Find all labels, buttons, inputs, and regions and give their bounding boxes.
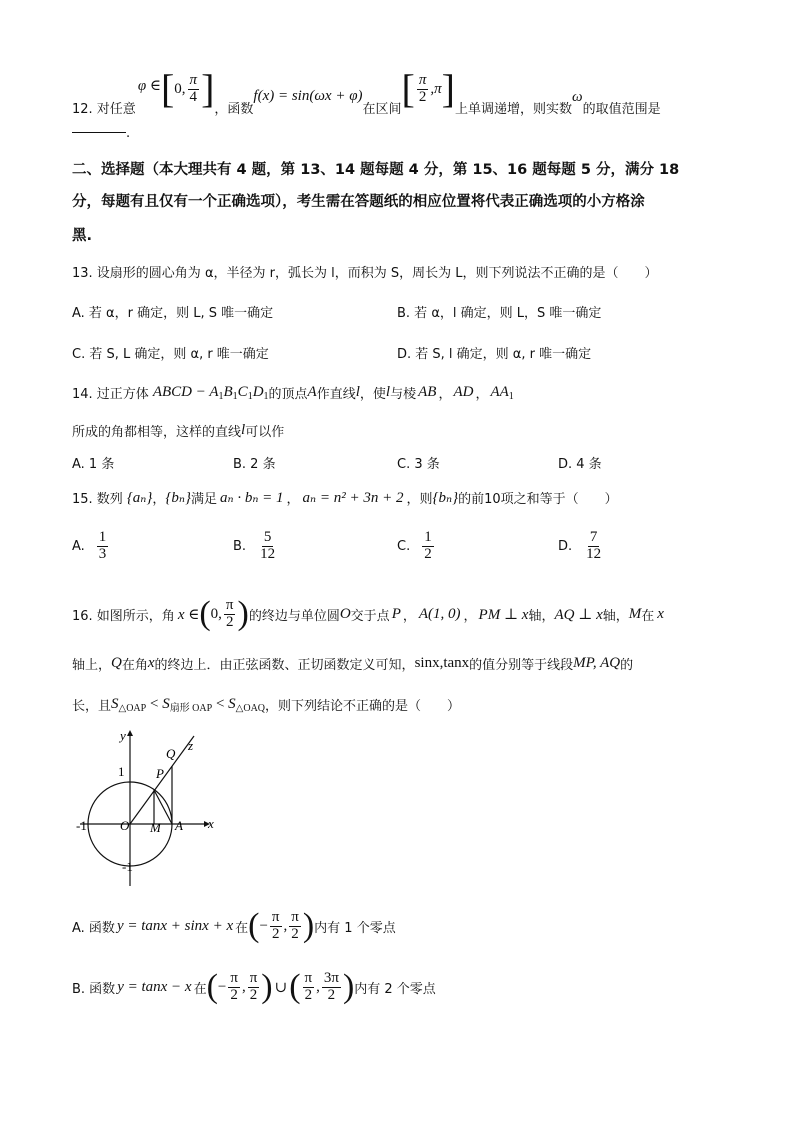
q13-option-d: D. 若 S, l 确定，则 α, r 唯一确定: [397, 347, 592, 362]
q12-phi: φ ∈: [137, 77, 161, 94]
fig-label-Q: Q: [166, 746, 176, 761]
q13-option-a: A. 若 α，r 确定，则 L, S 唯一确定: [72, 306, 274, 321]
q15-stem: 15. 数列 {aₙ} ， {bₙ} 满足 aₙ · bₙ = 1 ， aₙ = n² + 3n + 2 ，则 {bₙ} 的前10项之和等于（ ）: [72, 490, 618, 507]
q12-answer-blank: [72, 132, 126, 133]
q13-option-c: C. 若 S, L 确定，则 α, r 唯一确定: [72, 347, 269, 362]
q12-pi-over-2: $\frac{\pi}{2}$: [418, 71, 427, 105]
q12-bracket-left2: [: [401, 66, 415, 111]
q14-line1: 14. 过正方体 ABCD − $A_1B_1C_1D_1$ 的顶点 A 作直线 l ，使 l 与棱 AB ， AD ， $AA_1$: [72, 383, 514, 402]
fig-label-neg-one-y: -1: [122, 859, 133, 874]
fig-label-one: 1: [118, 764, 125, 779]
fig-label-P: P: [156, 766, 164, 781]
q12-comma-pi: ,π: [430, 80, 442, 97]
unit-circle-figure: [70, 728, 230, 888]
fig-label-y: y: [120, 728, 126, 743]
q12-blank-end: .: [126, 126, 131, 141]
q12-bracket-right2: ]: [441, 66, 455, 111]
q15-option-b: B. $\frac{5}{12}$: [233, 529, 276, 562]
section2-line2: 分，每题有且仅有一个正确选项），考生需在答题纸的相应位置将代表正确选项的小方格涂: [72, 194, 645, 210]
q14-option-b: B. 2 条: [233, 457, 276, 472]
section2-line3: 黑.: [72, 228, 93, 244]
fig-label-neg-one-x: -1: [76, 818, 87, 833]
section2-line1: 二、选择题（本大理共有 4 题，第 13、14 题每题 4 分，第 15、16 题每题 5 分，满分 18: [72, 162, 680, 178]
q12-omega: ω: [571, 88, 583, 105]
fig-label-z: z: [188, 738, 194, 753]
q12-number: 12. 对任意: [72, 101, 136, 117]
q12-tail2: 的取值范围是: [582, 101, 661, 117]
q16-line2: 轴上， Q 在角 x 的终边上．由正弦函数、正切函数定义可知， sinx,tanx 的值分别等于线段 MP, AQ 的: [72, 655, 634, 673]
q12-bracket-left: [: [160, 66, 175, 111]
q12-interval-text: 在区间: [362, 101, 402, 117]
q12-pi-over-4: $\frac{\pi}{4}$: [189, 71, 198, 105]
fig-label-x: x: [208, 816, 214, 831]
q15-option-c: C. $\frac{1}{2}$: [397, 529, 432, 562]
fig-label-A: A: [175, 818, 183, 833]
fig-label-M: M: [150, 820, 161, 835]
q16-line1: 16. 如图所示，角 x ∈ ( 0, $\frac{\pi}{2}$ ) 的终边与单位圆 O 交于点 P ， A(1, 0) ， PM ⊥ x 轴， AQ ⊥ x 轴， M 在 x: [72, 595, 664, 632]
q15-option-d: D. $\frac{7}{12}$: [558, 529, 602, 562]
q12-bracket-right: ]: [201, 66, 215, 111]
q12-tail: 上单调递增，则实数: [454, 101, 572, 117]
q14-option-d: D. 4 条: [558, 457, 602, 472]
q12-function: f(x) = sin(ωx + φ): [253, 87, 363, 104]
q13-stem: 13. 设扇形的圆心角为 α，半径为 r，弧长为 l，而积为 S，周长为 L，则下列说法不正确的是（ ）: [72, 266, 658, 281]
q16-option-a: A. 函数 y = tanx + sinx + x 在 ( − $\frac{\pi}{2}$ , $\frac{\pi}{2}$ ) 内有 1 个零点: [72, 907, 396, 944]
y-axis-arrow: [127, 730, 133, 736]
q12-zero: 0,: [174, 80, 186, 97]
q14-option-c: C. 3 条: [397, 457, 440, 472]
q13-option-b: B. 若 α，l 确定，则 L，S 唯一确定: [397, 306, 602, 321]
q15-option-a: A. $\frac{1}{3}$: [72, 529, 107, 562]
q14-line2: 所成的角都相等，这样的直线 l 可以作: [72, 422, 285, 440]
q14-cube: ABCD − $A_1B_1C_1D_1$: [152, 383, 269, 402]
q14-option-a: A. 1 条: [72, 457, 115, 472]
q16-line3: 长，且 $S_{\triangle OAP}$ < $S_{扇形 OAP}$ < $S_{\triangle OAQ}$ ，则下列结论不正确的是（ ）: [72, 695, 461, 714]
fig-label-O: O: [120, 818, 130, 833]
q12-line: [72, 68, 661, 128]
segment-PA: [154, 790, 172, 824]
q16-option-b: B. 函数 y = tanx − x 在 ( − $\frac{\pi}{2}$ , $\frac{\pi}{2}$ ) ∪ ( $\frac{\pi}{2}$ , $\frac{3\pi}{2}$ ) 内有 2 个零点: [72, 968, 436, 1005]
q12-func-text: ，函数: [214, 101, 254, 117]
